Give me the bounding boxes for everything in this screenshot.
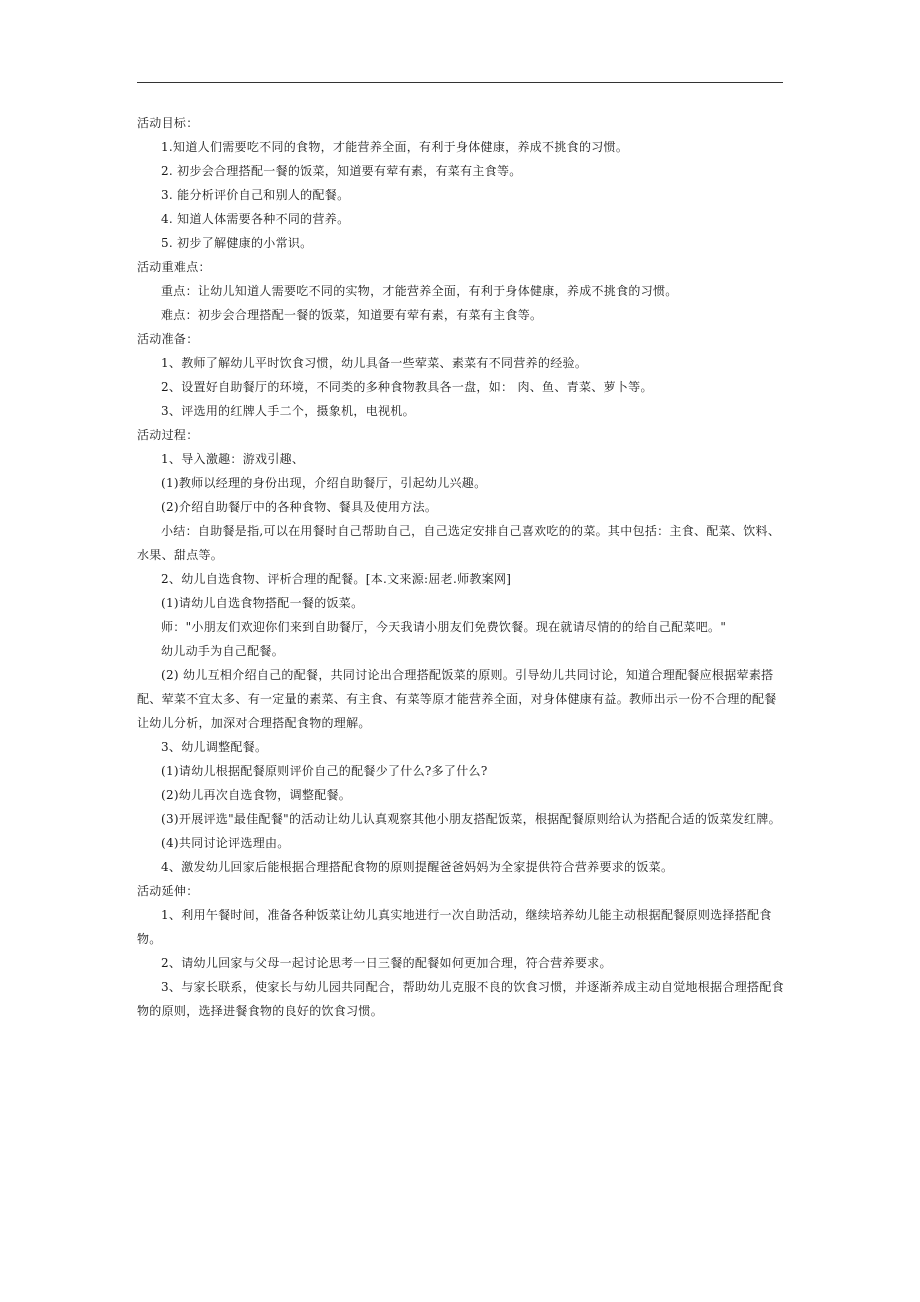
process-item: 4、激发幼儿回家后能根据合理搭配食物的原则提醒爸爸妈妈为全家提供符合营养要求的饭菜。 <box>161 860 674 874</box>
process-item: (2)介绍自助餐厅中的各种食物、餐具及使用方法。 <box>161 500 438 514</box>
extension-item: 3、与家长联系，使家长与幼儿园共同配合，帮助幼儿克服不良的饮食习惯，并逐渐养成主动自觉地根据合理搭配食物的原则，选择进餐食物的良好的饮食习惯。 <box>137 980 784 1018</box>
goal-item: 1.知道人们需要吃不同的食物，才能营养全面，有利于身体健康，养成不挑食的习惯。 <box>161 140 629 154</box>
preparation-item: 1、教师了解幼儿平时饮食习惯，幼儿具备一些荤菜、素菜有不同营养的经验。 <box>161 356 588 370</box>
key-point-item: 难点：初步会合理搭配一餐的饭菜，知道要有荤有素，有菜有主食等。 <box>161 308 543 322</box>
document-body <box>137 111 785 1023</box>
section-heading-key-points: 活动重难点： <box>137 260 211 274</box>
goal-item: 4. 知道人体需要各种不同的营养。 <box>161 212 350 226</box>
section-heading-preparation: 活动准备： <box>137 332 199 346</box>
preparation-item: 3、评选用的红牌人手二个，摄象机，电视机。 <box>161 404 415 418</box>
section-heading-goals: 活动目标： <box>137 116 199 130</box>
header-rule <box>137 82 783 83</box>
process-item: (1)教师以经理的身份出现，介绍自助餐厅，引起幼儿兴趣。 <box>161 476 487 490</box>
goal-item: 5. 初步了解健康的小常识。 <box>161 236 313 250</box>
process-summary: 小结：自助餐是指,可以在用餐时自己帮助自己，自己选定安排自己喜欢吃的的菜。其中包括：主食、配菜、饮料、水果、甜点等。 <box>137 524 781 562</box>
section-heading-process: 活动过程： <box>137 428 199 442</box>
extension-item: 2、请幼儿回家与父母一起讨论思考一日三餐的配餐如何更加合理，符合营养要求。 <box>161 956 612 970</box>
process-item: 3、幼儿调整配餐。 <box>161 740 268 754</box>
process-item: (1)请幼儿自选食物搭配一餐的饭菜。 <box>161 596 364 610</box>
process-item: 1、导入激趣：游戏引趣、 <box>161 452 305 466</box>
process-item: (2)幼儿再次自选食物，调整配餐。 <box>161 788 352 802</box>
process-item: 幼儿动手为自己配餐。 <box>161 644 285 658</box>
teacher-quote: 师："小朋友们欢迎你们来到自助餐厅，今天我请小朋友们免费饮餐。现在就请尽情的的给自己配菜吧。" <box>161 620 727 634</box>
process-paragraph: (2) 幼儿互相介绍自己的配餐，共同讨论出合理搭配饭菜的原则。引导幼儿共同讨论，知道合理配餐应根据荤素搭配、荤菜不宜太多、有一定量的素菜、有主食、有菜等原才能营养全面，对身体健康有益。教师出示一份不合理的配餐让幼儿分析，加深对合理搭配食物的理解。 <box>137 668 777 730</box>
extension-item: 1、利用午餐时间，准备各种饭菜让幼儿真实地进行一次自助活动，继续培养幼儿能主动根据配餐原则选择搭配食物。 <box>137 908 772 946</box>
process-item: 2、幼儿自选食物、评析合理的配餐。[本.文来源:屈老.师教案网] <box>161 572 512 586</box>
section-heading-extension: 活动延伸： <box>137 884 199 898</box>
preparation-item: 2、设置好自助餐厅的环境，不同类的多种食物教具各一盘，如： 肉、鱼、青菜、萝卜等。 <box>161 380 653 394</box>
goal-item: 3. 能分析评价自己和别人的配餐。 <box>161 188 350 202</box>
key-point-item: 重点：让幼儿知道人需要吃不同的实物，才能营养全面，有利于身体健康，养成不挑食的习惯。 <box>161 284 678 298</box>
process-item: (3)开展评选"最佳配餐"的活动让幼儿认真观察其他小朋友搭配饭菜，根据配餐原则给认为搭配合适的饭菜发红牌。 <box>161 812 781 826</box>
process-item: (4)共同讨论评选理由。 <box>161 836 290 850</box>
goal-item: 2. 初步会合理搭配一餐的饭菜，知道要有荤有素，有菜有主食等。 <box>161 164 522 178</box>
process-item: (1)请幼儿根据配餐原则评价自己的配餐少了什么?多了什么? <box>161 764 488 778</box>
